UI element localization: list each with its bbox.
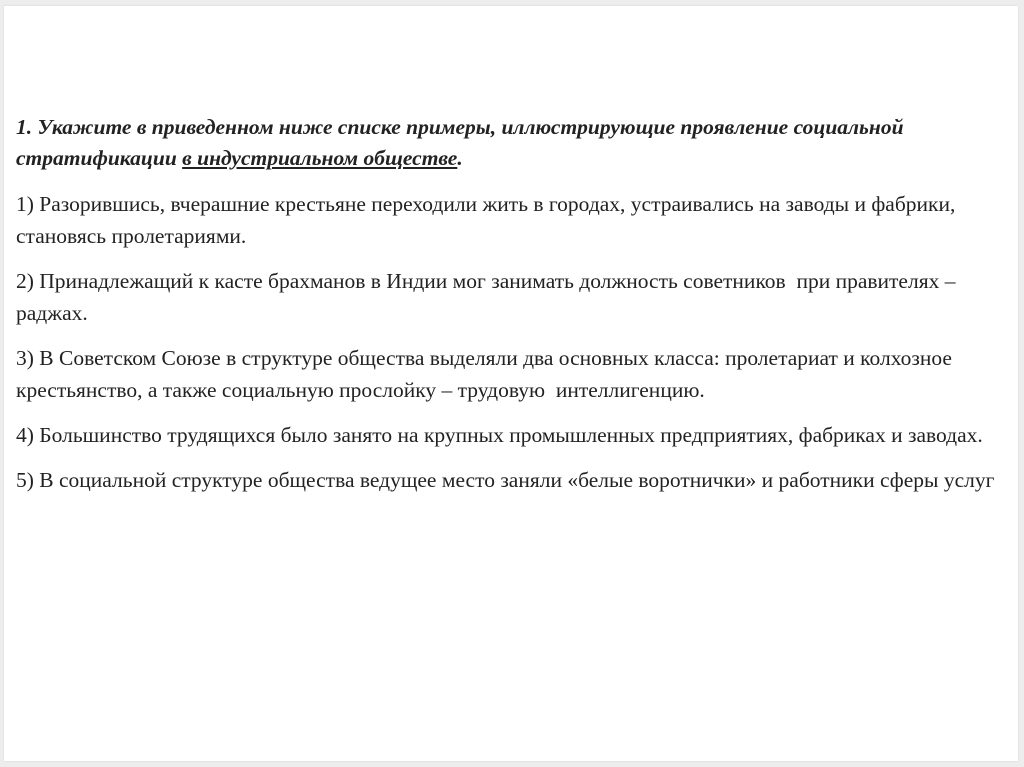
question-prefix: 1. Укажите в приведенном ниже списке примеры, иллюстрирующие проявление социальной стратификации <box>16 115 904 170</box>
question-suffix: . <box>457 146 463 170</box>
slide <box>4 6 1018 761</box>
answer-option-3: 3) В Советском Союзе в структуре общества выделяли два основных класса: пролетариат и колхозное крестьянство, а также социальную прослойку – трудовую интеллигенцию. <box>16 346 958 402</box>
document-content <box>16 112 1016 509</box>
answer-option-1: 1) Разорившись, вчерашние крестьяне переходили жить в городах, устраивались на заводы и фабрики, становясь пролетариями. <box>16 192 961 248</box>
answer-option-4: 4) Большинство трудящихся было занято на крупных промышленных предприятиях, фабриках и заводах. <box>16 423 983 447</box>
question-text <box>16 112 1016 174</box>
answer-option-2: 2) Принадлежащий к касте брахманов в Индии мог занимать должность советников при правителях – раджах. <box>16 269 961 325</box>
answer-option-5: 5) В социальной структуре общества ведущее место заняли «белые воротнички» и работники сферы услуг <box>16 468 995 492</box>
question-underlined-phrase: в индустриальном обществе <box>182 146 458 170</box>
